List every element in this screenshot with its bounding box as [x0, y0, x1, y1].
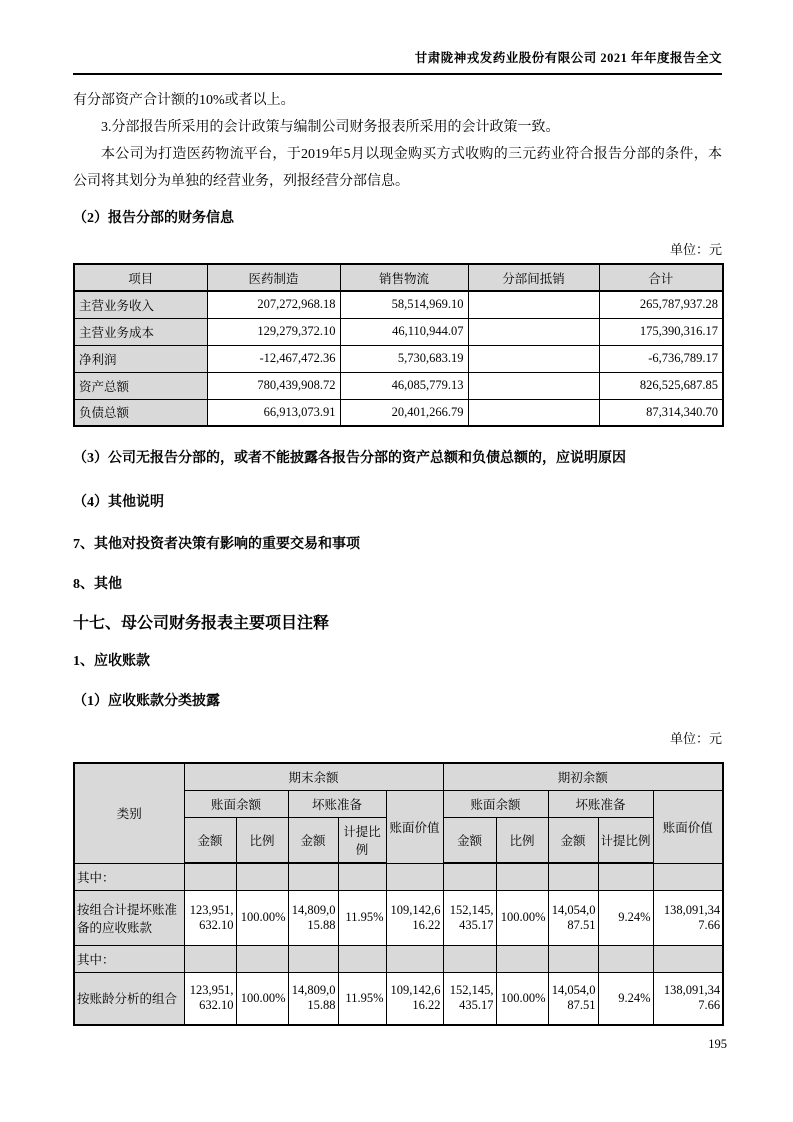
- cell: [236, 945, 288, 972]
- cell: [288, 945, 338, 972]
- heading-item-8: 8、其他: [73, 577, 122, 592]
- cell: 123,951,632.10: [184, 890, 236, 945]
- cell: 66,913,073.91: [207, 399, 340, 426]
- cell: [338, 863, 386, 890]
- cell: 129,279,372.10: [207, 318, 340, 345]
- column-header: 账面余额: [184, 790, 288, 817]
- table-header-row: [74, 264, 723, 291]
- cell: 9.24%: [598, 972, 653, 1025]
- cell: [598, 863, 653, 890]
- cell: [443, 863, 496, 890]
- row-label: 按账龄分析的组合: [74, 972, 184, 1025]
- column-header: 账面价值: [653, 790, 723, 863]
- page-header-title: 甘肃陇神戎发药业股份有限公司 2021 年年度报告全文: [73, 48, 722, 75]
- cell: 826,525,687.85: [599, 372, 723, 399]
- cell: [548, 863, 598, 890]
- heading-no-segment-disclosure: （3）公司无报告分部的，或者不能披露各报告分部的资产总额和负债总额的，应说明原因: [73, 451, 626, 466]
- cell: 265,787,937.28: [599, 291, 723, 318]
- cell: 11.95%: [338, 972, 386, 1025]
- page-number: 195: [708, 1037, 727, 1051]
- cell: 780,439,908.72: [207, 372, 340, 399]
- row-label: 主营业务成本: [74, 318, 207, 345]
- column-header: 医药制造: [207, 264, 340, 291]
- section-label: 其中：: [74, 863, 184, 890]
- heading-accounts-receivable: 1、应收账款: [73, 654, 150, 669]
- heading-section-17: 十七、母公司财务报表主要项目注释: [73, 615, 330, 632]
- cell: 5,730,683.19: [340, 345, 468, 372]
- cell: [443, 945, 496, 972]
- cell: 20,401,266.79: [340, 399, 468, 426]
- cell: [468, 399, 599, 426]
- cell: [288, 863, 338, 890]
- table-row: [74, 972, 723, 1025]
- cell: 14,809,015.88: [288, 972, 338, 1025]
- column-header: 销售物流: [340, 264, 468, 291]
- column-header: 账面余额: [443, 790, 548, 817]
- heading-other-notes: （4）其他说明: [73, 495, 164, 510]
- cell: [598, 945, 653, 972]
- receivables-classification-table: [73, 762, 724, 1026]
- table-row: [74, 345, 723, 372]
- column-header: 金额: [184, 817, 236, 863]
- table-row: [74, 890, 723, 945]
- column-header: 期末余额: [184, 763, 443, 790]
- cell: [468, 345, 599, 372]
- cell: 109,142,616.22: [386, 972, 443, 1025]
- heading-segment-financial-info: （2）报告分部的财务信息: [73, 211, 234, 226]
- cell: -12,467,472.36: [207, 345, 340, 372]
- column-header: 金额: [443, 817, 496, 863]
- cell: 207,272,968.18: [207, 291, 340, 318]
- column-header: 分部间抵销: [468, 264, 599, 291]
- cell: [468, 318, 599, 345]
- cell: [548, 945, 598, 972]
- cell: 14,054,087.51: [548, 972, 598, 1025]
- cell: 46,085,779.13: [340, 372, 468, 399]
- cell: 138,091,347.66: [653, 972, 723, 1025]
- cell: 58,514,969.10: [340, 291, 468, 318]
- unit-label: 单位：元: [669, 242, 722, 257]
- column-header: 坏账准备: [548, 790, 653, 817]
- column-header: 比例: [236, 817, 288, 863]
- column-header: 合计: [599, 264, 723, 291]
- column-header: 比例: [496, 817, 548, 863]
- row-label: 净利润: [74, 345, 207, 372]
- cell: 152,145,435.17: [443, 972, 496, 1025]
- table-row: [74, 318, 723, 345]
- table-row: [74, 399, 723, 426]
- paragraph: 3.分部报告所采用的会计政策与编制公司财务报表所采用的会计政策一致。: [101, 120, 560, 135]
- table-row: [74, 372, 723, 399]
- cell: [236, 863, 288, 890]
- cell: 14,809,015.88: [288, 890, 338, 945]
- cell: 100.00%: [236, 972, 288, 1025]
- cell: 11.95%: [338, 890, 386, 945]
- heading-item-7: 7、其他对投资者决策有影响的重要交易和事项: [73, 537, 360, 552]
- cell: 100.00%: [496, 890, 548, 945]
- cell: 152,145,435.17: [443, 890, 496, 945]
- unit-label: 单位：元: [669, 731, 722, 746]
- cell: [386, 863, 443, 890]
- segment-financial-table: [73, 263, 724, 427]
- row-label: 资产总额: [74, 372, 207, 399]
- cell: [386, 945, 443, 972]
- row-label: 主营业务收入: [74, 291, 207, 318]
- column-header: 坏账准备: [288, 790, 386, 817]
- cell: [468, 291, 599, 318]
- cell: 138,091,347.66: [653, 890, 723, 945]
- cell: [653, 863, 723, 890]
- cell: 123,951,632.10: [184, 972, 236, 1025]
- paragraph: 有分部资产合计额的10%或者以上。: [73, 93, 295, 108]
- heading-receivable-disclosure: （1）应收账款分类披露: [73, 694, 220, 709]
- cell: 100.00%: [236, 890, 288, 945]
- cell: [184, 863, 236, 890]
- cell: 175,390,316.17: [599, 318, 723, 345]
- table-header-row: [74, 763, 723, 790]
- cell: 109,142,616.22: [386, 890, 443, 945]
- cell: [468, 372, 599, 399]
- body-text-block: [73, 87, 722, 195]
- cell: [496, 863, 548, 890]
- row-label: 负债总额: [74, 399, 207, 426]
- cell: 14,054,087.51: [548, 890, 598, 945]
- table-row: [74, 291, 723, 318]
- column-header: 账面价值: [386, 790, 443, 863]
- cell: 9.24%: [598, 890, 653, 945]
- table-section-row: [74, 863, 723, 890]
- column-header: 金额: [288, 817, 338, 863]
- section-label: 其中：: [74, 945, 184, 972]
- column-header: 项目: [74, 264, 207, 291]
- column-header: 计提比例: [598, 817, 653, 863]
- column-header: 期初余额: [443, 763, 723, 790]
- row-label: 按组合计提坏账准备的应收账款: [74, 890, 184, 945]
- column-header: 金额: [548, 817, 598, 863]
- cell: 100.00%: [496, 972, 548, 1025]
- cell: [496, 945, 548, 972]
- table-section-row: [74, 945, 723, 972]
- paragraph: 本公司为打造医药物流平台，于2019年5月以现金购买方式收购的三元药业符合报告分部的条件，本公司将其划分为单独的经营业务，列报经营分部信息。: [73, 147, 722, 189]
- cell: [184, 945, 236, 972]
- cell: [338, 945, 386, 972]
- cell: [653, 945, 723, 972]
- cell: 87,314,340.70: [599, 399, 723, 426]
- cell: 46,110,944.07: [340, 318, 468, 345]
- column-header: 计提比例: [338, 817, 386, 863]
- column-header: 类别: [74, 763, 184, 863]
- cell: -6,736,789.17: [599, 345, 723, 372]
